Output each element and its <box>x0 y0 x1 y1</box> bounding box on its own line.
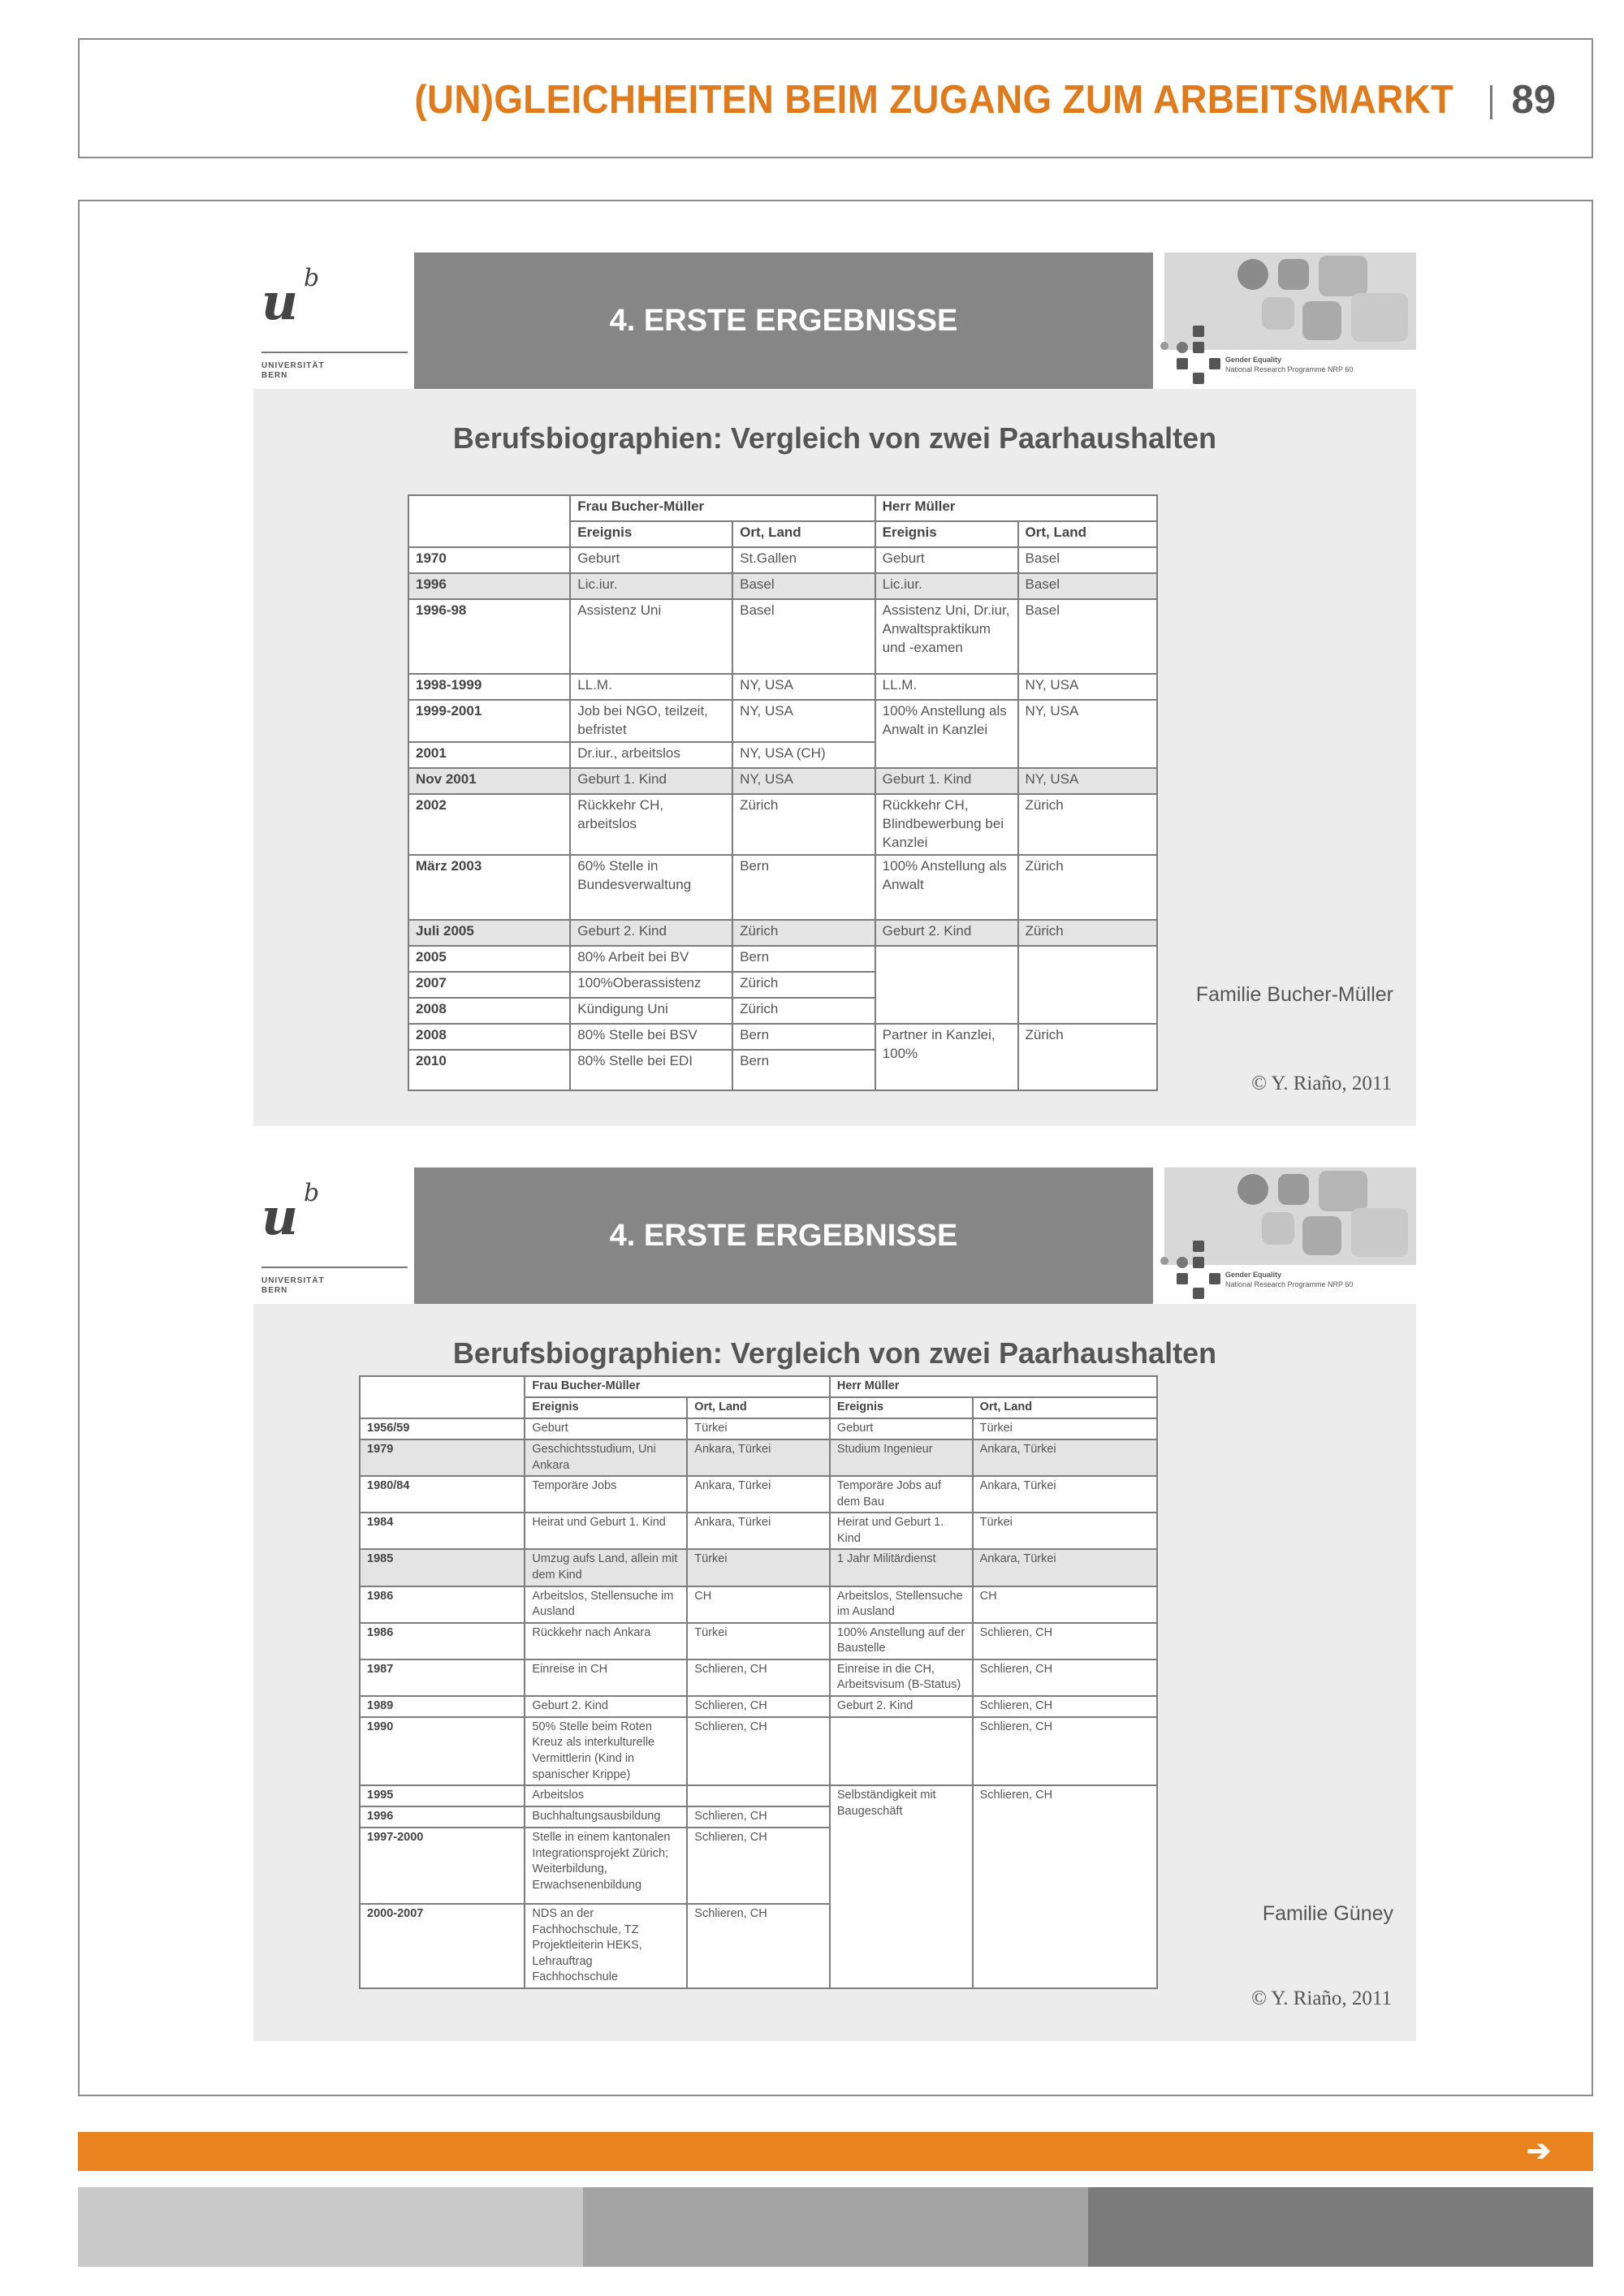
woman-event-cell: Geschichtsstudium, Uni Ankara <box>525 1439 687 1476</box>
man-event-cell: Geburt 2. Kind <box>875 920 1018 946</box>
man-event-cell <box>830 1717 973 1785</box>
woman-place-cell: NY, USA (CH) <box>732 742 875 768</box>
year-cell: 1990 <box>360 1717 525 1785</box>
year-cell: 1996 <box>408 573 570 599</box>
man-event-cell: Selbständigkeit mit Baugeschäft <box>830 1785 973 1988</box>
page-header <box>78 38 1593 158</box>
slide-topbar <box>253 252 1416 389</box>
woman-place-cell: NY, USA <box>732 700 875 742</box>
woman-event-cell: Geburt <box>525 1418 687 1439</box>
man-event-cell: Partner in Kanzlei, 100% <box>875 1024 1018 1090</box>
year-cell: 2007 <box>408 972 570 998</box>
man-event-cell: Studium Ingenieur <box>830 1439 973 1476</box>
table-row <box>408 1024 1157 1050</box>
footer-orange-bar <box>78 2132 1593 2171</box>
footer-bar-dark <box>1088 2187 1593 2267</box>
table-row <box>408 573 1157 599</box>
table-row <box>408 794 1157 855</box>
slide-banner: 4. ERSTE ERGEBNISSE <box>414 252 1153 389</box>
woman-place-cell: Türkei <box>687 1418 830 1439</box>
slide-banner: 4. ERSTE ERGEBNISSE <box>414 1167 1153 1304</box>
woman-place-cell <box>687 1785 830 1806</box>
man-event-cell: Arbeitslos, Stellensuche im Ausland <box>830 1586 973 1623</box>
table-row <box>408 700 1157 742</box>
man-place-cell: NY, USA <box>1018 768 1157 794</box>
table-row <box>360 1513 1157 1549</box>
logo-uni-label: UNIVERSITÄT <box>261 1276 325 1285</box>
man-place-cell: Ankara, Türkei <box>973 1439 1157 1476</box>
next-arrow-icon[interactable]: ➔ <box>1526 2134 1551 2167</box>
man-event-cell: Assistenz Uni, Dr.iur, Anwaltspraktikum und -examen <box>875 599 1018 674</box>
logo-uni-label: UNIVERSITÄT <box>261 361 325 370</box>
woman-place-cell: Türkei <box>687 1549 830 1586</box>
year-cell: Nov 2001 <box>408 768 570 794</box>
year-cell: 1999-2001 <box>408 700 570 742</box>
year-cell: 2001 <box>408 742 570 768</box>
man-event-cell: Lic.iur. <box>875 573 1018 599</box>
woman-event-header: Ereignis <box>525 1397 687 1418</box>
man-place-cell <box>1018 946 1157 1024</box>
man-event-cell: 100% Anstellung als Anwalt in Kanzlei <box>875 700 1018 768</box>
woman-place-cell: Türkei <box>687 1623 830 1659</box>
year-cell: Juli 2005 <box>408 920 570 946</box>
woman-event-cell: Rückkehr nach Ankara <box>525 1623 687 1659</box>
table-row <box>408 920 1157 946</box>
year-cell: 1996-98 <box>408 599 570 674</box>
man-place-cell: Türkei <box>973 1513 1157 1549</box>
woman-event-cell: 100%Oberassistenz <box>570 972 732 998</box>
man-event-header: Ereignis <box>830 1397 973 1418</box>
ge-subtitle: National Research Programme NRP 60 <box>1225 365 1354 373</box>
woman-place-cell: Schlieren, CH <box>687 1696 830 1717</box>
woman-event-cell: Einreise in CH <box>525 1659 687 1696</box>
man-place-cell: Zürich <box>1018 920 1157 946</box>
man-place-cell: Schlieren, CH <box>973 1659 1157 1696</box>
woman-event-cell: Buchhaltungsausbildung <box>525 1806 687 1828</box>
man-place-cell: Zürich <box>1018 794 1157 855</box>
biography-table-gueney <box>359 1375 1158 1989</box>
woman-event-cell: LL.M. <box>570 674 732 700</box>
year-cell: 1984 <box>360 1513 525 1549</box>
woman-header: Frau Bucher-Müller <box>570 495 875 521</box>
table-row <box>408 599 1157 674</box>
logo-text <box>261 361 325 381</box>
woman-place-cell: NY, USA <box>732 674 875 700</box>
woman-event-cell: NDS an der Fachhochschule, TZ Projektleiterin HEKS, Lehrauftrag Fachhochschule <box>525 1904 687 1988</box>
family-label: Familie Güney <box>1262 1902 1393 1925</box>
woman-place-cell: Schlieren, CH <box>687 1659 830 1696</box>
footer-gray-bars <box>78 2187 1593 2267</box>
table-row <box>360 1623 1157 1659</box>
man-place-cell: NY, USA <box>1018 674 1157 700</box>
woman-event-cell: 80% Arbeit bei BV <box>570 946 732 972</box>
woman-place-cell: Schlieren, CH <box>687 1717 830 1785</box>
woman-place-cell: Basel <box>732 573 875 599</box>
man-place-header: Ort, Land <box>1018 521 1157 547</box>
logo-divider <box>261 352 408 353</box>
table-header-row <box>408 495 1157 521</box>
family-label: Familie Bucher-Müller <box>1195 983 1393 1006</box>
year-cell: 2000-2007 <box>360 1904 525 1988</box>
woman-place-cell: Zürich <box>732 794 875 855</box>
year-header <box>408 495 570 547</box>
table-row <box>408 768 1157 794</box>
woman-event-cell: Assistenz Uni <box>570 599 732 674</box>
footer-bar-light <box>78 2187 583 2267</box>
woman-event-cell: Job bei NGO, teilzeit, befristet <box>570 700 732 742</box>
slide-subtitle: Berufsbiographien: Vergleich von zwei Paarhaushalten <box>452 1336 1217 1370</box>
year-cell: 1956/59 <box>360 1418 525 1439</box>
university-logo <box>261 261 408 382</box>
year-cell: 2002 <box>408 794 570 855</box>
woman-event-cell: 80% Stelle bei EDI <box>570 1050 732 1090</box>
man-place-cell: Basel <box>1018 547 1157 573</box>
man-place-cell: Schlieren, CH <box>973 1717 1157 1785</box>
woman-place-cell: St.Gallen <box>732 547 875 573</box>
woman-event-cell: 60% Stelle in Bundesverwaltung <box>570 855 732 920</box>
man-place-cell: Basel <box>1018 573 1157 599</box>
woman-place-cell: Zürich <box>732 972 875 998</box>
woman-event-cell: Arbeitslos <box>525 1785 687 1806</box>
man-event-cell: Geburt 2. Kind <box>830 1696 973 1717</box>
man-header: Herr Müller <box>830 1376 1157 1397</box>
page-number: 89 <box>1511 78 1556 122</box>
man-place-cell: Schlieren, CH <box>973 1623 1157 1659</box>
ge-subtitle: National Research Programme NRP 60 <box>1225 1280 1354 1288</box>
woman-place-cell: Schlieren, CH <box>687 1828 830 1904</box>
year-cell: März 2003 <box>408 855 570 920</box>
man-place-header: Ort, Land <box>973 1397 1157 1418</box>
table-row <box>360 1659 1157 1696</box>
year-cell: 1970 <box>408 547 570 573</box>
man-place-cell: Türkei <box>973 1418 1157 1439</box>
man-event-cell: Rückkehr CH, Blindbewerbung bei Kanzlei <box>875 794 1018 855</box>
table-row <box>360 1717 1157 1785</box>
man-event-cell: Temporäre Jobs auf dem Bau <box>830 1476 973 1513</box>
man-place-cell: Zürich <box>1018 855 1157 920</box>
ge-title: Gender Equality <box>1225 1271 1282 1279</box>
table-row <box>360 1418 1157 1439</box>
man-event-cell: LL.M. <box>875 674 1018 700</box>
slide-bucher-mueller <box>253 252 1416 1126</box>
man-place-cell: Basel <box>1018 599 1157 674</box>
page-title: (UN)GLEICHHEITEN BEIM ZUGANG ZUM ARBEITSMARKT <box>414 78 1453 122</box>
table-row <box>360 1549 1157 1586</box>
footer-bar-mid <box>583 2187 1088 2267</box>
year-cell: 1980/84 <box>360 1476 525 1513</box>
man-event-cell <box>875 946 1018 1024</box>
woman-event-cell: Geburt 2. Kind <box>525 1696 687 1717</box>
table-header-row <box>360 1376 1157 1397</box>
woman-event-cell: Dr.iur., arbeitslos <box>570 742 732 768</box>
woman-place-cell: Ankara, Türkei <box>687 1439 830 1476</box>
man-event-cell: 100% Anstellung als Anwalt <box>875 855 1018 920</box>
ge-title: Gender Equality <box>1225 356 1282 364</box>
nrp60-label <box>1225 355 1353 374</box>
year-cell: 2005 <box>408 946 570 972</box>
man-event-cell: 1 Jahr Militärdienst <box>830 1549 973 1586</box>
nrp60-graphic <box>1156 1167 1416 1304</box>
man-place-cell: Zürich <box>1018 1024 1157 1090</box>
woman-event-cell: Stelle in einem kantonalen Integrationsprojekt Zürich; Weiterbildung, Erwachsenenbildung <box>525 1828 687 1904</box>
university-logo <box>261 1176 408 1297</box>
man-place-cell: NY, USA <box>1018 700 1157 768</box>
logo-u: u <box>261 1187 299 1246</box>
year-header <box>360 1376 525 1418</box>
year-cell: 2008 <box>408 1024 570 1050</box>
woman-event-cell: Temporäre Jobs <box>525 1476 687 1513</box>
man-place-cell: Schlieren, CH <box>973 1696 1157 1717</box>
biography-table-bucher-mueller <box>408 494 1158 1091</box>
woman-place-cell: Ankara, Türkei <box>687 1476 830 1513</box>
woman-header: Frau Bucher-Müller <box>525 1376 829 1397</box>
year-cell: 1986 <box>360 1586 525 1623</box>
woman-place-cell: Bern <box>732 946 875 972</box>
slide-gueney <box>253 1167 1416 2041</box>
logo-city-label: BERN <box>261 1286 288 1295</box>
woman-event-header: Ereignis <box>570 521 732 547</box>
year-cell: 1987 <box>360 1659 525 1696</box>
woman-event-cell: Umzug aufs Land, allein mit dem Kind <box>525 1549 687 1586</box>
table-row <box>408 855 1157 920</box>
man-event-cell: Geburt 1. Kind <box>875 768 1018 794</box>
logo-city-label: BERN <box>261 371 288 380</box>
table-row <box>360 1785 1157 1806</box>
header-separator <box>1490 85 1492 119</box>
woman-place-header: Ort, Land <box>687 1397 830 1418</box>
man-event-cell: Einreise in die CH, Arbeitsvisum (B-Status) <box>830 1659 973 1696</box>
woman-place-cell: Bern <box>732 1024 875 1050</box>
man-event-cell: Geburt <box>830 1418 973 1439</box>
woman-place-cell: NY, USA <box>732 768 875 794</box>
woman-place-cell: Ankara, Türkei <box>687 1513 830 1549</box>
table-row <box>408 674 1157 700</box>
year-cell: 2008 <box>408 998 570 1024</box>
man-place-cell: Schlieren, CH <box>973 1785 1157 1988</box>
year-cell: 1997-2000 <box>360 1828 525 1904</box>
table-row <box>360 1696 1157 1717</box>
year-cell: 1989 <box>360 1696 525 1717</box>
woman-place-cell: CH <box>687 1586 830 1623</box>
year-cell: 1996 <box>360 1806 525 1828</box>
woman-place-cell: Schlieren, CH <box>687 1806 830 1828</box>
woman-event-cell: Rückkehr CH, arbeitslos <box>570 794 732 855</box>
nrp60-label <box>1225 1270 1353 1289</box>
logo-b: b <box>304 264 320 292</box>
woman-place-cell: Schlieren, CH <box>687 1904 830 1988</box>
woman-event-cell: Heirat und Geburt 1. Kind <box>525 1513 687 1549</box>
woman-event-cell: Kündigung Uni <box>570 998 732 1024</box>
nrp60-graphic <box>1156 252 1416 389</box>
logo-divider <box>261 1267 408 1268</box>
man-header: Herr Müller <box>875 495 1157 521</box>
woman-event-cell: Geburt 2. Kind <box>570 920 732 946</box>
woman-place-cell: Bern <box>732 1050 875 1090</box>
slide-subtitle: Berufsbiographien: Vergleich von zwei Paarhaushalten <box>452 421 1217 455</box>
woman-event-cell: 80% Stelle bei BSV <box>570 1024 732 1050</box>
woman-place-cell: Zürich <box>732 998 875 1024</box>
woman-event-cell: Lic.iur. <box>570 573 732 599</box>
logo-text <box>261 1276 325 1296</box>
man-place-cell: Ankara, Türkei <box>973 1549 1157 1586</box>
man-place-cell: CH <box>973 1586 1157 1623</box>
man-event-cell: 100% Anstellung auf der Baustelle <box>830 1623 973 1659</box>
copyright: © Y. Riaño, 2011 <box>1251 1072 1392 1094</box>
table-row <box>408 946 1157 972</box>
woman-event-cell: Geburt 1. Kind <box>570 768 732 794</box>
year-cell: 1986 <box>360 1623 525 1659</box>
year-cell: 1995 <box>360 1785 525 1806</box>
man-event-header: Ereignis <box>875 521 1018 547</box>
year-cell: 1998-1999 <box>408 674 570 700</box>
slide-topbar <box>253 1167 1416 1304</box>
woman-place-cell: Basel <box>732 599 875 674</box>
year-cell: 1979 <box>360 1439 525 1476</box>
logo-b: b <box>304 1179 320 1207</box>
table-row <box>360 1439 1157 1476</box>
copyright: © Y. Riaño, 2011 <box>1251 1987 1392 2009</box>
woman-place-cell: Bern <box>732 855 875 920</box>
woman-event-cell: Geburt <box>570 547 732 573</box>
woman-event-cell: Arbeitslos, Stellensuche im Ausland <box>525 1586 687 1623</box>
woman-place-cell: Zürich <box>732 920 875 946</box>
table-row <box>360 1586 1157 1623</box>
logo-u: u <box>261 272 299 331</box>
woman-event-cell: 50% Stelle beim Roten Kreuz als interkulturelle Vermittlerin (Kind in spanischer Krippe) <box>525 1717 687 1785</box>
table-row <box>408 547 1157 573</box>
man-place-cell: Ankara, Türkei <box>973 1476 1157 1513</box>
man-event-cell: Geburt <box>875 547 1018 573</box>
woman-place-header: Ort, Land <box>732 521 875 547</box>
year-cell: 2010 <box>408 1050 570 1090</box>
table-row <box>360 1476 1157 1513</box>
year-cell: 1985 <box>360 1549 525 1586</box>
man-event-cell: Heirat und Geburt 1. Kind <box>830 1513 973 1549</box>
